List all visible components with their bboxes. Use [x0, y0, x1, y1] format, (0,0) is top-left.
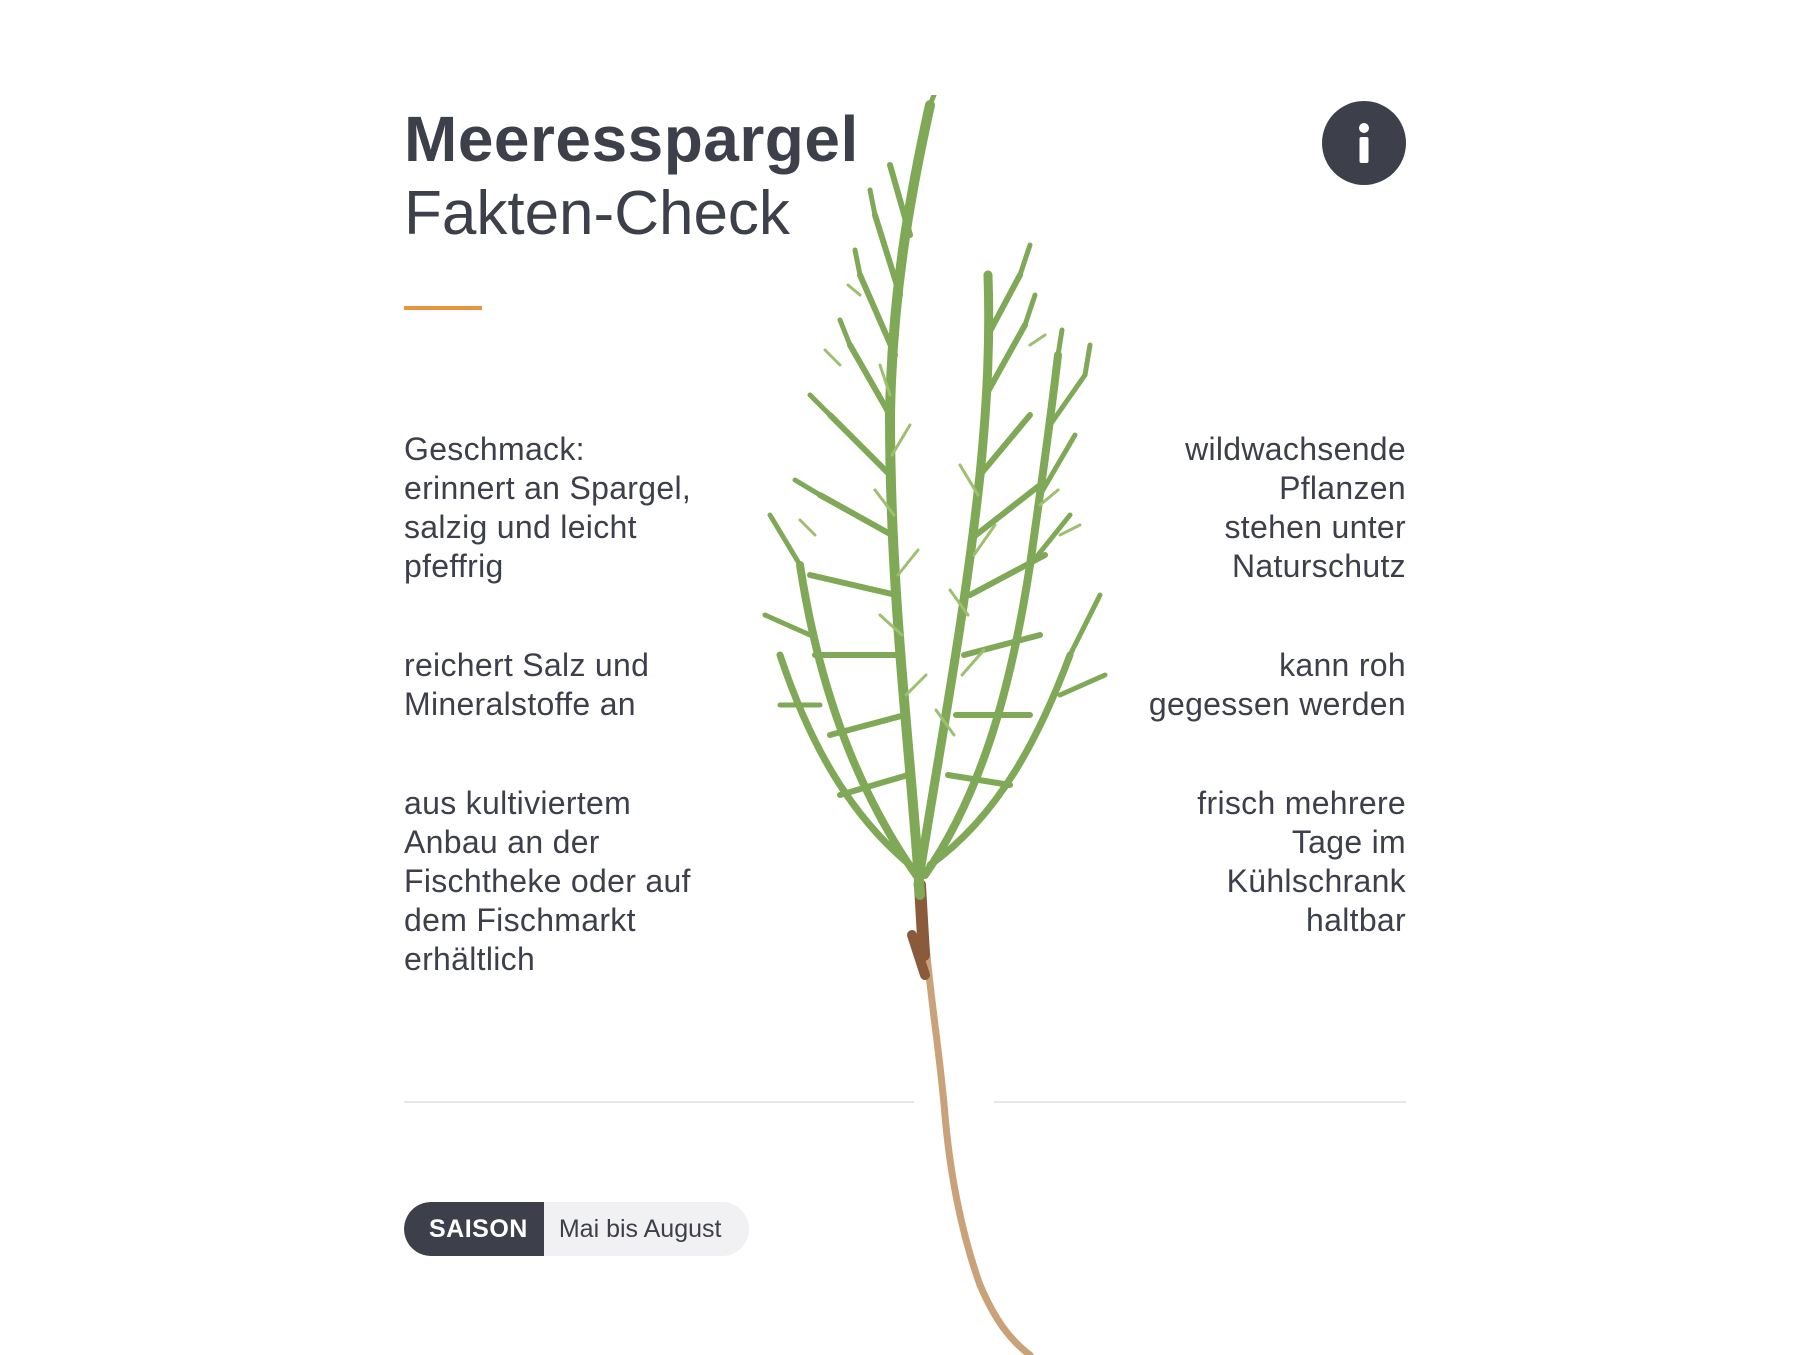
fact-raw-text: kann roh gegessen werden: [1148, 647, 1406, 722]
accent-divider: [404, 306, 482, 310]
fact-availability: [404, 784, 764, 979]
season-badge: [404, 1202, 749, 1256]
fact-salt-minerals-text: reichert Salz und Mineralstoffe an: [404, 647, 650, 722]
page-title: Meeresspargel: [404, 103, 859, 175]
fact-taste: [404, 430, 764, 586]
fact-storage: [1066, 784, 1406, 940]
season-value: Mai bis August: [558, 1214, 722, 1243]
divider-right: [994, 1101, 1406, 1103]
info-icon: [1354, 121, 1374, 165]
info-button[interactable]: [1322, 101, 1406, 185]
season-label: SAISON: [404, 1202, 544, 1256]
fact-protection: [1066, 430, 1406, 586]
fact-taste-text: Geschmack: erinnert an Spargel, salzig und leicht pfeffrig: [404, 431, 692, 584]
fact-raw: [1066, 646, 1406, 724]
page-subtitle: Fakten-Check: [404, 179, 790, 248]
fact-availability-text: aus kultiviertem Anbau an der Fischtheke oder auf dem Fischmarkt erhältlich: [404, 785, 691, 977]
fact-protection-text: wildwachsende Pflanzen stehen unter Naturschutz: [1185, 431, 1406, 584]
fact-storage-text: frisch mehrere Tage im Kühlschrank haltbar: [1197, 785, 1406, 938]
sea-asparagus-illustration: [740, 95, 1160, 1355]
fact-salt-minerals: [404, 646, 764, 724]
divider-left: [404, 1101, 914, 1103]
